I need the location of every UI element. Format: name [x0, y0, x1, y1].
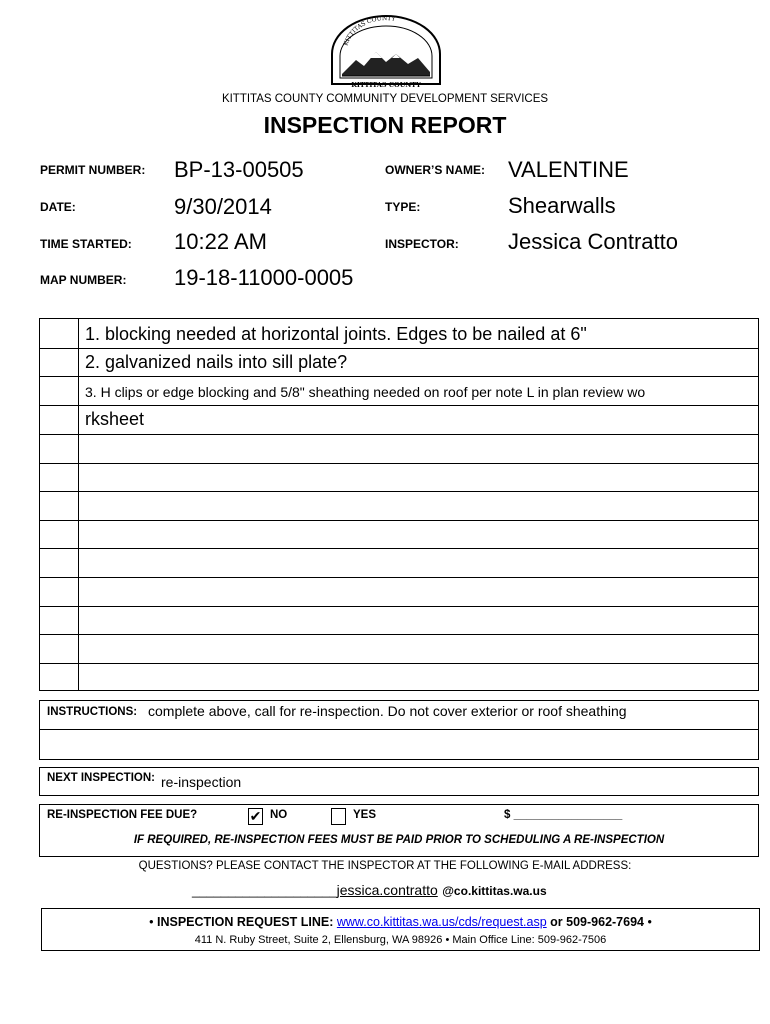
yes-label: YES [353, 809, 377, 821]
table-row [40, 578, 758, 607]
next-inspection-value: re-inspection [161, 774, 242, 790]
fee-box [39, 804, 759, 857]
check-mark-icon: ✔ [249, 808, 262, 824]
owner-name-label: OWNER’S NAME: [385, 163, 485, 177]
time-started-label: TIME STARTED: [40, 237, 132, 251]
footer-box [41, 908, 760, 951]
next-inspection-box [39, 767, 759, 796]
table-row [40, 664, 758, 690]
fee-warning: IF REQUIRED, RE-INSPECTION FEES MUST BE PAID PRIOR TO SCHEDULING A RE-INSPECTION [133, 834, 665, 846]
type-value: Shearwalls [508, 193, 616, 218]
time-started-value: 10:22 AM [174, 229, 267, 254]
fee-amount: $ _________________ [504, 809, 623, 821]
bullet-icon: • [149, 915, 154, 929]
table-row [40, 607, 758, 635]
contact-email [192, 882, 547, 900]
agency-name: KITTITAS COUNTY COMMUNITY DEVELOPMENT SERVICES [221, 93, 549, 105]
permit-number-value: BP-13-00505 [174, 157, 304, 182]
notes-table [39, 318, 759, 691]
table-row [40, 435, 758, 464]
contact-question: QUESTIONS? PLEASE CONTACT THE INSPECTOR AT THE FOLLOWING E-MAIL ADDRESS: [138, 860, 632, 872]
email-underline: ____________________ [192, 883, 337, 898]
table-row [40, 406, 758, 435]
table-row [40, 349, 758, 377]
table-row [40, 549, 758, 578]
instructions-value: complete above, call for re-inspection. Do not cover exterior or roof sheathing [148, 703, 627, 719]
next-inspection-label: NEXT INSPECTION: [47, 772, 155, 784]
instructions-box [39, 700, 759, 760]
email-domain: @co.kittitas.wa.us [442, 884, 547, 898]
inspector-value: Jessica Contratto [508, 229, 678, 254]
bullet-icon: • [445, 934, 450, 946]
address-line [42, 934, 759, 946]
county-seal-logo [330, 14, 442, 90]
note-text: 2. galvanized nails into sill plate? [85, 352, 348, 372]
request-phone: or 509-962-7694 [550, 915, 644, 929]
main-office-line: Main Office Line: 509-962-7506 [452, 934, 607, 946]
date-label: DATE: [40, 200, 76, 214]
date-value: 9/30/2014 [174, 194, 272, 219]
instructions-label: INSTRUCTIONS: [47, 706, 138, 718]
inspector-label: INSPECTOR: [385, 237, 459, 251]
logo-arc-text: KITTITAS COUNTY [342, 14, 396, 47]
map-number-value: 19-18-11000-0005 [174, 265, 354, 290]
request-link[interactable]: www.co.kittitas.wa.us/cds/request.asp [336, 915, 547, 929]
fee-due-label: RE-INSPECTION FEE DUE? [47, 809, 198, 821]
table-row [40, 635, 758, 664]
yes-checkbox[interactable] [331, 808, 346, 825]
page-title: INSPECTION REPORT [263, 112, 507, 138]
table-row [40, 521, 758, 549]
office-address: 411 N. Ruby Street, Suite 2, Ellensburg, WA 98926 [194, 934, 443, 946]
no-checkbox[interactable] [248, 808, 263, 825]
request-line [42, 915, 759, 929]
email-user: jessica.contratto [336, 882, 438, 898]
table-row [40, 319, 758, 349]
owner-name-value: VALENTINE [508, 157, 629, 182]
table-row [40, 464, 758, 492]
bullet-icon: • [647, 915, 652, 929]
no-label: NO [270, 809, 288, 821]
logo-bottom-text: KITTITAS COUNTY [351, 81, 421, 89]
note-text: 1. blocking needed at horizontal joints. Edges to be nailed at 6" [85, 324, 587, 344]
note-text: 3. H clips or edge blocking and 5/8" sheathing needed on roof per note L in plan review wo [85, 384, 646, 400]
table-row [40, 377, 758, 406]
map-number-label: MAP NUMBER: [40, 273, 127, 287]
table-row [40, 492, 758, 521]
permit-number-label: PERMIT NUMBER: [40, 163, 146, 177]
request-label: INSPECTION REQUEST LINE: [156, 915, 334, 929]
note-text: rksheet [85, 409, 145, 429]
type-label: TYPE: [385, 200, 421, 214]
